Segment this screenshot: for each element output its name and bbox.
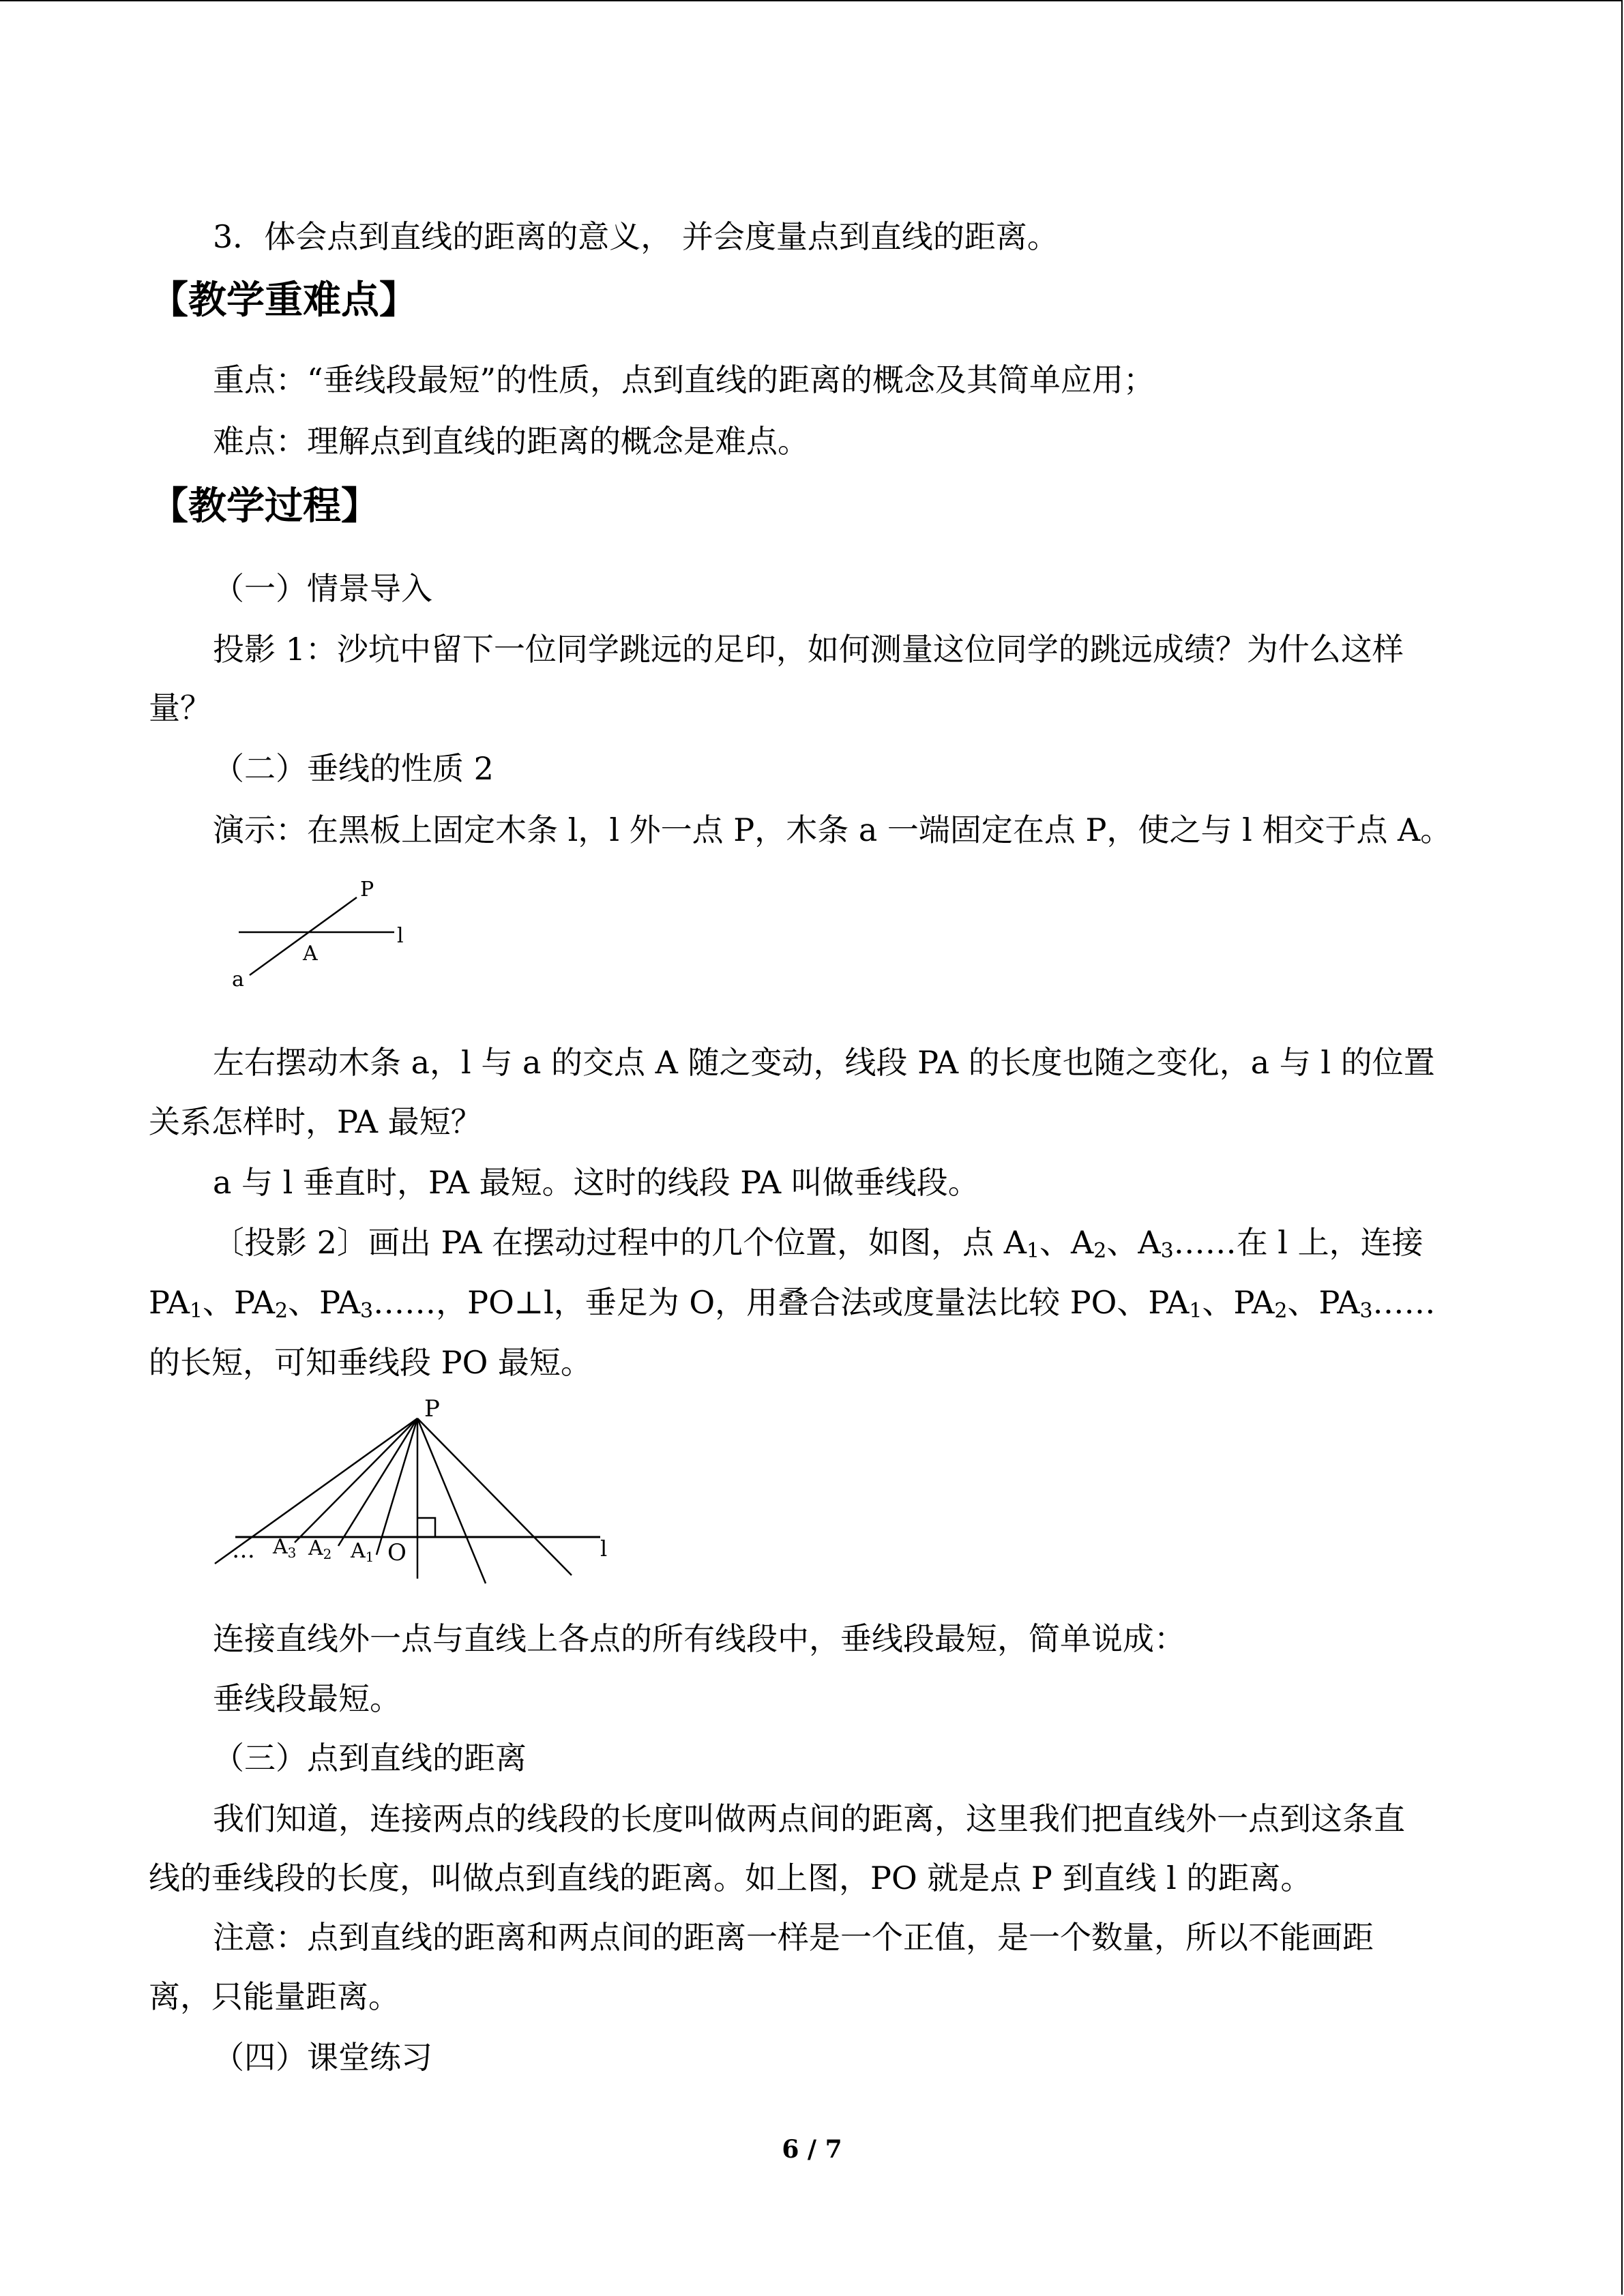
label-p: P bbox=[360, 878, 374, 901]
label-point-a: A bbox=[303, 942, 318, 966]
section-1-title: （一）情景导入 bbox=[213, 570, 432, 607]
difficulty-text: 难点：理解点到直线的距离的概念是难点。 bbox=[213, 423, 809, 460]
label-l: l bbox=[600, 1536, 608, 1562]
label-a2: $A_2$ bbox=[308, 1536, 332, 1562]
swing-text-line1: 左右摆动木条 a，l 与 a 的交点 A 随之变动，线段 PA 的长度也随之变化，a 与 l 的位置 bbox=[213, 1044, 1435, 1081]
section-2-title: （二）垂线的性质 2 bbox=[213, 750, 494, 787]
distance-def-line2: 线的垂线段的长度，叫做点到直线的距离。如上图，PO 就是点 P 到直线 l 的距离。 bbox=[149, 1860, 1312, 1896]
label-line-a: a bbox=[232, 968, 244, 992]
segment-right-1 bbox=[417, 1418, 486, 1583]
right-angle-mark bbox=[417, 1518, 435, 1537]
objective-3: 3．体会点到直线的距离的意义， 并会度量点到直线的距离。 bbox=[213, 218, 1059, 255]
label-a3: $A_3$ bbox=[273, 1535, 297, 1561]
projection-1-line1: 投影 1：沙坑中留下一位同学跳远的足印，如何测量这位同学的跳远成绩？为什么这样 bbox=[213, 631, 1404, 668]
label-o: O bbox=[387, 1539, 407, 1566]
demo-text: 演示：在黑板上固定木条 l，l 外一点 P，木条 a 一端固定在点 P，使之与 l 相交于点 A。 bbox=[213, 811, 1452, 848]
note-line1: 注意：点到直线的距离和两点间的距离一样是一个正值，是一个数量，所以不能画距 bbox=[213, 1919, 1374, 1956]
label-p: P bbox=[424, 1395, 440, 1422]
heading-key-points: 【教学重难点】 bbox=[150, 278, 417, 323]
label-dots: … bbox=[232, 1536, 255, 1564]
page-number: 6 / 7 bbox=[782, 2135, 842, 2164]
section-4-title: （四）课堂练习 bbox=[213, 2039, 432, 2076]
segment-pa2 bbox=[338, 1418, 417, 1546]
projection-2-line2: $PA_1$、$PA_2$、$PA_3\dots\dots$，PO⊥l，垂足为 O，用叠合法或度量法比较 PO、$PA_1$、$PA_2$、$PA_3\dots\dots$ bbox=[149, 1284, 1436, 1323]
perpendicular-text: a 与 l 垂直时，PA 最短。这时的线段 PA 叫做垂线段。 bbox=[213, 1164, 979, 1201]
projection-1-line2: 量？ bbox=[149, 689, 211, 726]
projection-2-line1: 〔投影 2〕画出 PA 在摆动过程中的几个位置，如图，点 $A_1$、$A_2$、$A_3\dots\dots$在 l 上，连接 bbox=[213, 1224, 1423, 1263]
heading-process: 【教学过程】 bbox=[150, 483, 379, 528]
swing-text-line2: 关系怎样时，PA 最短？ bbox=[149, 1103, 482, 1140]
section-3-title: （三）点到直线的距离 bbox=[213, 1740, 527, 1776]
label-a1: $A_1$ bbox=[351, 1539, 374, 1565]
distance-def-line1: 我们知道，连接两点的线段的长度叫做两点间的距离，这里我们把直线外一点到这条直 bbox=[213, 1800, 1405, 1837]
segment-right-2 bbox=[417, 1418, 572, 1575]
projection-2-line3: 的长短，可知垂线段 PO 最短。 bbox=[149, 1344, 592, 1381]
conclusion-text: 连接直线外一点与直线上各点的所有线段中，垂线段最短，简单说成： bbox=[213, 1620, 1185, 1657]
key-point-text: 重点：“垂线段最短”的性质，点到直线的距离的概念及其简单应用； bbox=[213, 361, 1155, 398]
label-l: l bbox=[397, 924, 404, 948]
conclusion-short: 垂线段最短。 bbox=[213, 1680, 401, 1717]
note-line2: 离，只能量距离。 bbox=[149, 1978, 400, 2015]
